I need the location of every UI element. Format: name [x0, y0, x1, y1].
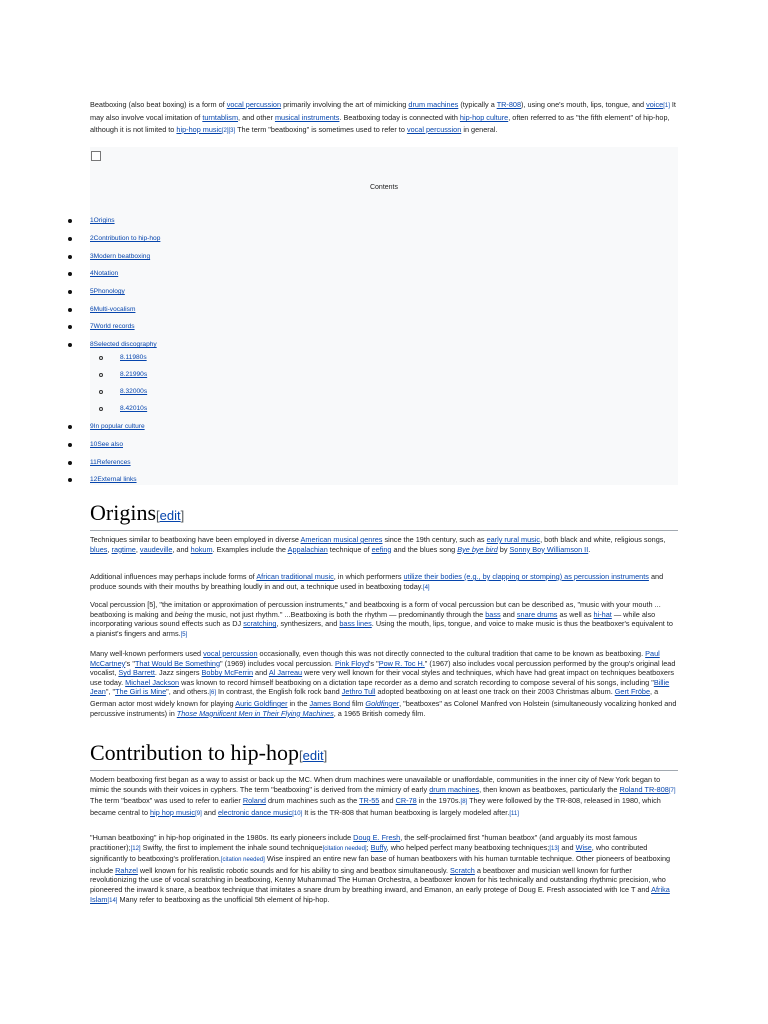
link-musical-instruments[interactable]: musical instruments: [274, 113, 340, 123]
text: .: [588, 544, 591, 554]
link-syd-barrett[interactable]: Syd Barrett: [118, 668, 155, 678]
origins-paragraph-2: [90, 572, 678, 593]
link-hi-hat[interactable]: hi-hat: [593, 609, 612, 619]
toc-item-references[interactable]: 11References: [90, 459, 131, 466]
link-turntablism[interactable]: turntablism: [202, 113, 239, 123]
text: adopted beatboxing on at least one track on their 2003 Christmas album.: [375, 687, 615, 697]
text: Swifty, the first to implement the inhale sound technique: [140, 842, 323, 852]
link-james-bond[interactable]: James Bond: [309, 698, 350, 708]
link-early-rural-music[interactable]: early rural music: [486, 535, 541, 544]
toc-item-origins[interactable]: 1Origins: [90, 217, 115, 224]
text: . Examples include the: [212, 544, 288, 554]
link-billie-jean[interactable]: Billie Jean: [90, 677, 670, 697]
text: film: [350, 698, 366, 708]
link-gert-frobe[interactable]: Gert Fröbe: [614, 687, 651, 697]
text: Many well-known performers used: [90, 649, 204, 658]
text: , and: [172, 544, 191, 554]
text: drum machines such as the: [265, 796, 360, 806]
text: , then known as beatboxes, particularly the: [479, 784, 620, 794]
text: Modern beatboxing first began as a way to assist or back up the MC. When drum machines were unavailable or unaffordable, communities in the inner city of New York began to mimic the sounds with their voices in cyphers. The term "beatboxing" is derived from the mimicry of early: [90, 775, 661, 794]
link-bye-bye-bird[interactable]: Bye bye bird: [457, 544, 498, 554]
link-pink-floyd[interactable]: Pink Floyd: [334, 658, 370, 668]
text: . Jazz singers: [154, 668, 202, 678]
bullet-icon: [68, 461, 72, 465]
text: Beatboxing (also beat boxing) is a form of: [90, 100, 227, 109]
intro-paragraph: [90, 99, 678, 137]
link-african-traditional-music[interactable]: African traditional music: [256, 572, 334, 581]
text: Wise inspired an entire new fan base of human beatboxers with his human turntable technique. Other pioneers of beatboxing include: [90, 854, 671, 875]
link-jethro-tull[interactable]: Jethro Tull: [341, 687, 376, 697]
bullet-icon: [68, 343, 72, 347]
toc-item-contribution[interactable]: 2Contribution to hip-hop: [90, 235, 161, 242]
bullet-icon: [68, 308, 72, 312]
text: since the 19th century, such as: [382, 535, 487, 544]
bullet-icon: [68, 219, 72, 223]
bracket: [: [299, 748, 303, 763]
text: ,: [135, 544, 140, 554]
link-bobby-mcferrin[interactable]: Bobby McFerrin: [201, 668, 254, 678]
text: They were followed by the TR-808, released in 1980, which became central to: [90, 796, 661, 817]
bullet-icon: [68, 272, 72, 276]
bullet-icon: [68, 237, 72, 241]
toc-subitem-2000s[interactable]: 8.32000s: [120, 388, 148, 395]
edit-link-hip-hop[interactable]: edit: [302, 748, 324, 763]
text: , in which performers: [333, 572, 404, 581]
toc-item-see-also[interactable]: 10See also: [90, 441, 123, 448]
citation-ref[interactable]: [2][3]: [221, 127, 236, 134]
bracket: [: [156, 508, 160, 523]
text: and: [379, 796, 396, 806]
text: , the self-proclaimed first "human beatbox" (and arguably its most famous practitioner);: [90, 833, 637, 852]
link-auric-goldfinger[interactable]: Auric Goldfinger: [235, 698, 288, 708]
text: well known for his realistic robotic sounds and for his ability to sing and beatbox simultaneously.: [137, 865, 451, 875]
citation-ref[interactable]: [9]: [195, 810, 202, 817]
circle-bullet-icon: [99, 390, 103, 394]
link-pow-r-toc-h[interactable]: Pow R. Toc H.: [378, 658, 425, 668]
link-sonny-boy-williamson[interactable]: Sonny Boy Williamson II: [509, 544, 589, 554]
bullet-icon: [68, 290, 72, 294]
bullet-icon: [68, 255, 72, 259]
toc-subitem-2010s[interactable]: 8.42010s: [120, 405, 148, 412]
text: a beatboxer and musician well known for further revolutionizing the use of vocal scratching in beatboxing, Kenny Muhammad The Human Orchestra, a beatboxer known for his technically and outstanding rhythmic precision, who pioneered the inward k snare, a beatbox technique that imitates a snare drum by breathing inward, and Emanon, an early protege of Doug E. Fresh associated with Ice T and: [90, 865, 666, 894]
text: ,: [107, 544, 112, 554]
citation-ref[interactable]: [6]: [209, 690, 216, 697]
link-ragtime[interactable]: ragtime: [111, 544, 136, 554]
citation-ref[interactable]: [11]: [509, 810, 519, 817]
toc-item-multi-vocalism[interactable]: 6Multi-vocalism: [90, 306, 136, 313]
bracket: ]: [180, 508, 185, 523]
text: were very well known for their vocal styles and techniques, which have had great impact on techniques beatboxers use today.: [90, 668, 675, 687]
text: was known to record himself beatboxing on a dictation tape recorder as a demo and scratch recording to compose several of his songs, including ": [179, 677, 654, 687]
link-vocal-percussion-2[interactable]: vocal percussion: [406, 124, 462, 134]
link-al-jarreau[interactable]: Al Jarreau: [268, 668, 303, 678]
text: as well as: [557, 609, 594, 619]
link-roland[interactable]: Roland: [242, 796, 266, 806]
text: It may also involve vocal imitation of: [90, 100, 676, 123]
bracket: ]: [323, 748, 328, 763]
text: , "beatboxes" as Colonel Manfred von Holstein (simultaneously vocalizing honked and percussive instruments) in: [90, 698, 677, 718]
text: , who helped perfect many beatboxing techniques;: [386, 842, 550, 852]
citation-ref[interactable]: [4]: [422, 584, 430, 591]
italic-text: being: [174, 609, 193, 619]
link-that-would-be-something[interactable]: That Would Be Something: [134, 658, 220, 668]
toc-subitem-1980s[interactable]: 8.11980s: [120, 354, 147, 361]
toc-item-popular-culture[interactable]: 9In popular culture: [90, 423, 145, 430]
text: Additional influences may perhaps include forms of: [90, 572, 257, 581]
text: primarily involving the art of mimicking: [281, 100, 409, 109]
link-vocal-percussion[interactable]: vocal percussion: [226, 100, 282, 109]
link-cr-78[interactable]: CR-78: [395, 796, 417, 806]
link-those-magnificent-men[interactable]: Those Magnificent Men in Their Flying Machines: [176, 708, 334, 718]
link-doug-e-fresh[interactable]: Doug E. Fresh: [353, 833, 401, 842]
text: in the: [287, 698, 310, 708]
citation-ref[interactable]: [10]: [292, 810, 303, 817]
link-body-percussion[interactable]: utilize their bodies (e.g., by clapping or stomping) as percussion instruments: [403, 572, 649, 581]
text: and: [500, 609, 517, 619]
citation-ref[interactable]: [13]: [549, 845, 560, 852]
text: " (1969) includes vocal percussion.: [220, 658, 335, 668]
text: 's ": [369, 658, 379, 668]
text: in general.: [461, 124, 498, 134]
link-blues[interactable]: blues: [90, 544, 108, 554]
text: . Beatboxing today is connected with: [339, 113, 460, 123]
citation-ref[interactable]: [12]: [130, 845, 141, 852]
link-goldfinger[interactable]: Goldfinger: [365, 698, 400, 708]
link-eefing[interactable]: eefing: [371, 544, 392, 554]
link-the-girl-is-mine[interactable]: The Girl is Mine: [115, 687, 167, 697]
link-afrika-islam[interactable]: Afrika Islam: [90, 884, 670, 904]
text: The term "beatbox" was used to refer to earlier: [90, 796, 243, 806]
origins-paragraph-4: [90, 649, 678, 718]
citation-needed[interactable]: [citation needed]: [322, 845, 367, 852]
link-hip-hop-music-2[interactable]: hip hop music: [150, 807, 196, 817]
text: , a German actor most widely known for playing: [90, 687, 659, 708]
section-heading-origins: [90, 500, 678, 531]
text: and: [559, 842, 576, 852]
heading-text: Origins: [90, 500, 156, 525]
link-hip-hop-music[interactable]: hip-hop music: [176, 124, 222, 134]
text: , often referred to as "the fifth element" of hip-hop, although it is not limited to: [90, 113, 670, 134]
toc-item-world-records[interactable]: 7World records: [90, 323, 135, 330]
link-american-musical-genres[interactable]: American musical genres: [300, 535, 383, 544]
text: In contrast, the English folk rock band: [216, 687, 342, 697]
text: in the 1970s.: [416, 796, 461, 806]
table-of-contents: [90, 147, 678, 485]
circle-bullet-icon: [99, 407, 103, 411]
link-buffy[interactable]: Buffy: [370, 842, 387, 852]
toc-item-phonology[interactable]: 5Phonology: [90, 288, 125, 295]
citation-ref[interactable]: [8]: [460, 799, 468, 806]
origins-paragraph-3: [90, 600, 678, 640]
citation-ref[interactable]: [5]: [180, 631, 188, 638]
text: , both black and white, religious songs,: [540, 535, 666, 544]
text: Many refer to beatboxing as the unofficial 5th element of hip-hop.: [117, 894, 330, 904]
text: occasionally, even though this was not directly connected to the cultural tradition that came to be known as beatboxing.: [257, 649, 646, 658]
link-snare-drums[interactable]: snare drums: [516, 609, 558, 619]
citation-needed[interactable]: [citation needed]: [220, 857, 265, 864]
link-hip-hop-culture[interactable]: hip-hop culture: [459, 113, 509, 123]
toc-title: Contents: [369, 184, 399, 191]
link-michael-jackson[interactable]: Michael Jackson: [125, 677, 180, 687]
link-bass-lines[interactable]: bass lines: [339, 619, 372, 629]
text: and: [201, 807, 218, 817]
text: ", ": [105, 687, 116, 697]
text: , synthesizers, and: [276, 619, 340, 629]
text: ), using one's mouth, lips, tongue, and: [521, 100, 647, 109]
text: the music, not just rhythm." ...Beatboxing is both the rhythm — predominantly through the: [192, 609, 486, 619]
text: . Using the mouth, lips, tongue, and voice to make music is thus the beatboxer's equivalent to a pianist's fingers and arms.: [90, 619, 673, 638]
link-vaudeville[interactable]: vaudeville: [139, 544, 173, 554]
text: ;: [366, 842, 371, 852]
text: (typically a: [458, 100, 497, 109]
link-drum-machines-2[interactable]: drum machines: [429, 784, 480, 794]
link-paul-mccartney[interactable]: Paul McCartney: [90, 649, 660, 668]
section-heading-hip-hop: [90, 740, 678, 771]
text: Vocal percussion [5], "the imitation or approximation of percussion instruments," and beatboxing is a form of vocal percussion but can be described as, "music with your mouth ... beatboxing is making and: [90, 600, 661, 619]
link-wise[interactable]: Wise: [575, 842, 592, 852]
text: and: [253, 668, 269, 678]
text: It is the TR-808 that human beatboxing is largely modeled after.: [302, 807, 510, 817]
link-voice[interactable]: voice: [646, 100, 664, 109]
text: , who contributed significantly to beatboxing's proliferation.: [90, 842, 648, 864]
circle-bullet-icon: [99, 373, 103, 377]
text: by: [497, 544, 510, 554]
circle-bullet-icon: [99, 356, 103, 360]
text: ", and others.: [166, 687, 210, 697]
text: 's ": [125, 658, 135, 668]
toc-item-external-links[interactable]: 12External links: [90, 476, 137, 483]
link-rahzel[interactable]: Rahzel: [115, 865, 138, 875]
link-roland-tr-808[interactable]: Roland TR-808: [619, 784, 669, 794]
text: Techniques similar to beatboxing have been employed in diverse: [90, 535, 301, 544]
text: — while also incorporating various sound effects such as DJ: [90, 609, 656, 629]
link-tr-55[interactable]: TR-55: [359, 796, 380, 806]
toc-subitem-1990s[interactable]: 8.21990s: [120, 371, 148, 378]
link-bass[interactable]: bass: [485, 609, 501, 619]
text: technique of: [327, 544, 372, 554]
citation-ref[interactable]: [7]: [668, 787, 676, 794]
text: , and other: [238, 113, 275, 123]
hip-hop-paragraph-1: [90, 775, 678, 819]
link-scratch[interactable]: Scratch: [450, 865, 475, 875]
hip-hop-paragraph-2: [90, 833, 678, 906]
origins-paragraph-1: [90, 535, 678, 554]
text: and produce sounds with their mouths by breathing loudly in and out, a technique used in beatboxing today.: [90, 572, 664, 591]
toc-toggle-checkbox[interactable]: [91, 151, 101, 161]
edit-link-origins[interactable]: edit: [159, 508, 181, 523]
bullet-icon: [68, 443, 72, 447]
toc-item-notation[interactable]: 4Notation: [90, 270, 119, 277]
toc-item-modern[interactable]: 3Modern beatboxing: [90, 253, 151, 260]
toc-item-discography[interactable]: 8Selected discography: [90, 341, 157, 348]
link-electronic-dance-music[interactable]: electronic dance music: [217, 807, 293, 817]
citation-ref[interactable]: [1]: [663, 103, 670, 109]
link-vocal-percussion-3[interactable]: vocal percussion: [203, 649, 258, 658]
citation-ref[interactable]: [14]: [107, 897, 118, 904]
text: " (1967) also includes vocal percussion performed by the group's original lead vocalist,: [90, 658, 676, 678]
text: "Human beatboxing" in hip-hop originated in the 1980s. Its early pioneers include: [90, 833, 354, 842]
link-scratching[interactable]: scratching: [243, 619, 277, 629]
heading-text: Contribution to hip-hop: [90, 740, 299, 765]
link-drum-machines[interactable]: drum machines: [408, 100, 459, 109]
bullet-icon: [68, 478, 72, 482]
text: and the blues song: [391, 544, 458, 554]
bullet-icon: [68, 425, 72, 429]
text: , a 1965 British comedy film.: [333, 708, 426, 718]
bullet-icon: [68, 325, 72, 329]
text: The term "beatboxing" is sometimes used to refer to: [235, 124, 407, 134]
link-hokum[interactable]: hokum: [190, 544, 213, 554]
link-tr-808[interactable]: TR-808: [496, 100, 522, 109]
link-appalachian[interactable]: Appalachian: [287, 544, 328, 554]
